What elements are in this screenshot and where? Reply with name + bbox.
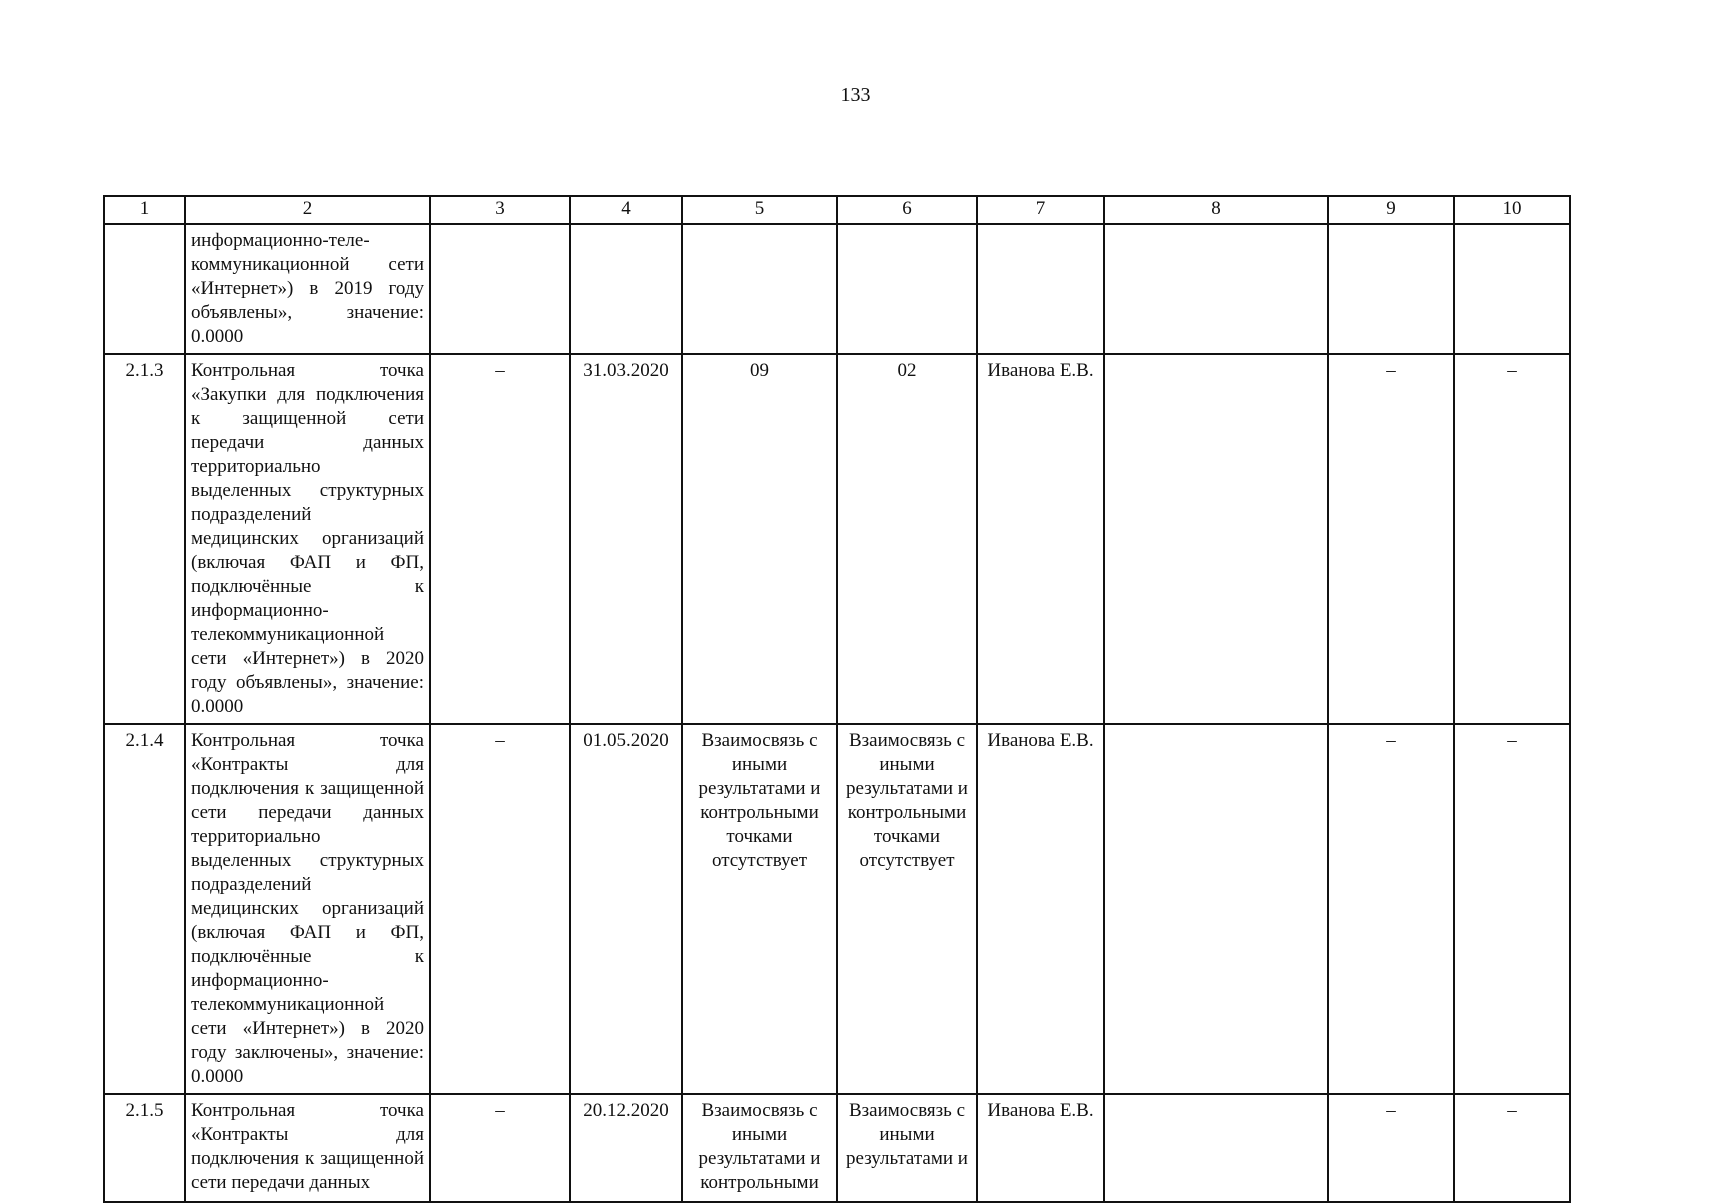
date-cell: 31.03.2020 (570, 354, 682, 724)
page-number: 133 (840, 84, 871, 106)
responsible-cell: Иванова Е.В. (977, 354, 1104, 724)
column-header: 3 (430, 196, 570, 224)
column-header: 5 (682, 196, 837, 224)
row-number-cell (104, 224, 185, 354)
row-number-cell: 2.1.4 (104, 724, 185, 1094)
column-header: 7 (977, 196, 1104, 224)
date-cell: 01.05.2020 (570, 724, 682, 1094)
table-cell: 02 (837, 354, 977, 724)
row-number-cell: 2.1.5 (104, 1094, 185, 1202)
column-header: 10 (1454, 196, 1570, 224)
table-cell (1104, 354, 1328, 724)
column-header: 2 (185, 196, 430, 224)
responsible-cell: Иванова Е.В. (977, 724, 1104, 1094)
table-cell: – (1328, 724, 1454, 1094)
responsible-cell: Иванова Е.В. (977, 1094, 1104, 1202)
description-cell: информационно-теле-коммуникационной сети «Интернет») в 2019 году объявлены», значение: 0.0000 (185, 224, 430, 354)
column-header: 6 (837, 196, 977, 224)
table-cell: Взаимосвязь с иными результатами и контрольными точками отсутствует (682, 724, 837, 1094)
column-header: 1 (104, 196, 185, 224)
table-cell: – (430, 354, 570, 724)
table-cell (1104, 1094, 1328, 1202)
description-cell: Контрольная точка «Закупки для подключения к защищенной сети передачи данных территориально выделенных структурных подразделений медицинских организаций (включая ФАП и ФП, подключённые к информационно-телекоммуникационной сети «Интернет») в 2020 году объявлены», значение: 0.0000 (185, 354, 430, 724)
column-header: 4 (570, 196, 682, 224)
table-cell: – (1328, 354, 1454, 724)
table-cell (682, 224, 837, 354)
table-cell: Взаимосвязь с иными результатами и контрольными точками отсутствует (837, 724, 977, 1094)
responsible-cell (977, 224, 1104, 354)
table-cell: – (1454, 1094, 1570, 1202)
table-cell (1454, 224, 1570, 354)
description-cell: Контрольная точка «Контракты для подключения к защищенной сети передачи данных (185, 1094, 430, 1202)
column-header: 8 (1104, 196, 1328, 224)
date-cell: 20.12.2020 (570, 1094, 682, 1202)
table-cell: – (430, 1094, 570, 1202)
column-header: 9 (1328, 196, 1454, 224)
table-cell: – (430, 724, 570, 1094)
table-row (104, 724, 1570, 1094)
table-row (104, 1094, 1570, 1202)
table-cell: Взаимосвязь с иными результатами и контрольными (682, 1094, 837, 1202)
table-row (104, 354, 1570, 724)
table-header-row (104, 196, 1570, 224)
table-cell (1104, 224, 1328, 354)
table-cell (837, 224, 977, 354)
table-cell (430, 224, 570, 354)
table-cell (1328, 224, 1454, 354)
table-cell: 09 (682, 354, 837, 724)
table-cell: – (1454, 354, 1570, 724)
table-cell (1104, 724, 1328, 1094)
schedule-table (103, 195, 1571, 1203)
description-cell: Контрольная точка «Контракты для подключения к защищенной сети передачи данных территориально выделенных структурных подразделений медицинских организаций (включая ФАП и ФП, подключённые к информационно-телекоммуникационной сети «Интернет») в 2020 году заключены», значение: 0.0000 (185, 724, 430, 1094)
row-number-cell: 2.1.3 (104, 354, 185, 724)
date-cell (570, 224, 682, 354)
table-row (104, 224, 1570, 354)
table-cell: Взаимосвязь с иными результатами и (837, 1094, 977, 1202)
table-cell: – (1328, 1094, 1454, 1202)
table-cell: – (1454, 724, 1570, 1094)
